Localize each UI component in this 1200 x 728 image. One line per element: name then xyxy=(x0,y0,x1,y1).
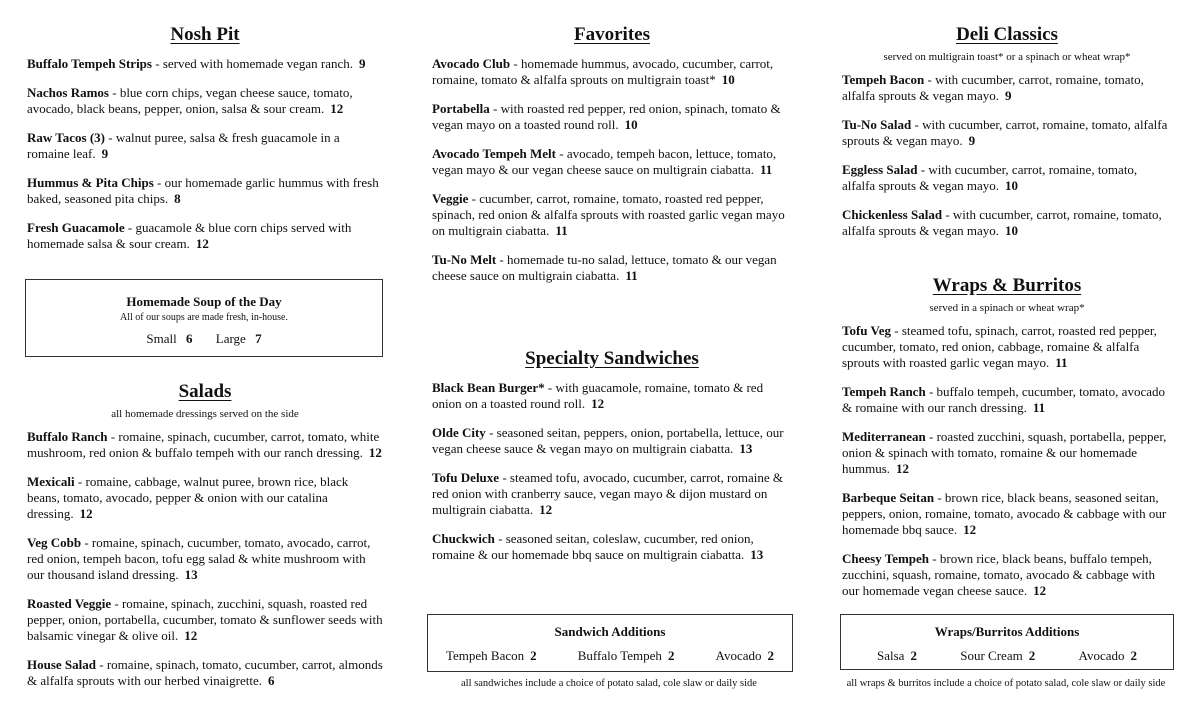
item-name: Veggie xyxy=(432,191,469,206)
item-description: - our homemade garlic hummus with fresh baked, seasoned pita chips. xyxy=(27,175,379,206)
item-price: 11 xyxy=(760,162,773,177)
addition-name: Tempeh Bacon xyxy=(446,648,525,663)
menu-item xyxy=(27,85,383,117)
column-middle xyxy=(432,22,792,284)
specialty-list xyxy=(432,380,792,563)
item-price: 6 xyxy=(268,673,275,688)
item-price: 12 xyxy=(79,506,93,521)
soup-small-price: 6 xyxy=(186,331,193,346)
menu-item xyxy=(27,535,383,583)
item-description: - avocado, tempeh bacon, lettuce, tomato, vegan mayo & our vegan cheese sauce on multigrain ciabatta. xyxy=(432,146,777,177)
item-name: Fresh Guacamole xyxy=(27,220,125,235)
item-price: 12 xyxy=(896,461,910,476)
item-description: - with cucumber, carrot, romaine, tomato, alfalfa sprouts & vegan mayo. xyxy=(842,117,1168,148)
menu-item xyxy=(842,490,1172,538)
item-price: 9 xyxy=(101,146,109,161)
addition-price: 2 xyxy=(530,648,537,663)
item-price: 9 xyxy=(968,133,976,148)
item-description: - romaine, spinach, cucumber, tomato, avocado, carrot, red onion, tempeh bacon, tofu egg salad & white mushroom with our thousand island dressing. xyxy=(27,535,371,582)
addition-item xyxy=(877,648,917,664)
item-description: - seasoned seitan, peppers, onion, portabella, lettuce, our vegan cheese sauce & vegan mayo on multigrain ciabatta. xyxy=(432,425,784,456)
addition-name: Sour Cream xyxy=(960,648,1023,663)
menu-item xyxy=(27,657,383,689)
nosh-pit-list xyxy=(27,56,383,252)
item-price: 12 xyxy=(591,396,605,411)
item-price: 12 xyxy=(330,101,344,116)
item-name: Tempeh Bacon xyxy=(842,72,925,87)
section-title-wraps: Wraps & Burritos xyxy=(932,275,1082,296)
addition-item xyxy=(446,648,537,664)
specialty-section xyxy=(432,346,792,563)
item-description: - with guacamole, romaine, tomato & red onion on a toasted round roll. xyxy=(432,380,764,411)
item-name: Black Bean Burger* xyxy=(432,380,545,395)
item-price: 13 xyxy=(184,567,198,582)
addition-name: Salsa xyxy=(877,648,905,663)
item-description: - guacamole & blue corn chips served with homemade salsa & sour cream. xyxy=(27,220,352,251)
section-title-favorites: Favorites xyxy=(574,24,650,45)
addition-name: Avocado xyxy=(715,648,762,663)
item-price: 12 xyxy=(368,445,382,460)
item-name: House Salad xyxy=(27,657,96,672)
salads-list xyxy=(27,429,383,689)
addition-item xyxy=(716,648,774,664)
item-description: - steamed tofu, avocado, cucumber, carrot, romaine & red onion with cranberry sauce, vegan mayo & dijon mustard on multigrain ciabatta. xyxy=(432,470,783,517)
item-name: Buffalo Ranch xyxy=(27,429,108,444)
item-name: Nachos Ramos xyxy=(27,85,109,100)
menu-item xyxy=(432,252,792,284)
addition-price: 2 xyxy=(767,648,774,663)
item-price: 10 xyxy=(1005,223,1019,238)
item-description: - homemade tu-no salad, lettuce, tomato & our vegan cheese sauce on multigrain ciabatta. xyxy=(432,252,777,283)
item-description: - with cucumber, carrot, romaine, tomato, alfalfa sprouts & vegan mayo. xyxy=(842,162,1138,193)
sandwich-additions-box xyxy=(427,614,793,672)
item-price: 13 xyxy=(739,441,753,456)
item-description: - roasted zucchini, squash, portabella, pepper, onion & spinach with tomato, romaine & our homemade hummus. xyxy=(842,429,1167,476)
menu-item xyxy=(842,207,1172,239)
item-name: Barbeque Seitan xyxy=(842,490,935,505)
item-price: 8 xyxy=(174,191,181,206)
deli-subtitle: served on multigrain toast* or a spinach or wheat wrap* xyxy=(883,51,1131,63)
wraps-list xyxy=(842,323,1172,599)
item-price: 12 xyxy=(1033,583,1047,598)
menu-item xyxy=(27,130,383,162)
soup-small-label: Small xyxy=(146,331,177,346)
wraps-section xyxy=(842,273,1172,599)
menu-item xyxy=(27,596,383,644)
item-name: Avocado Tempeh Melt xyxy=(432,146,556,161)
menu-item xyxy=(842,117,1172,149)
item-description: - with cucumber, carrot, romaine, tomato, alfalfa sprouts & vegan mayo. xyxy=(842,72,1144,103)
item-price: 11 xyxy=(1032,400,1046,415)
addition-price: 2 xyxy=(1130,648,1137,663)
wrap-additions-row xyxy=(841,648,1173,664)
sandwich-note: all sandwiches include a choice of potato salad, cole slaw or daily side xyxy=(461,678,757,689)
item-name: Cheesy Tempeh xyxy=(842,551,930,566)
item-price: 12 xyxy=(195,236,209,251)
addition-price: 2 xyxy=(1028,648,1036,663)
menu-item xyxy=(432,146,792,178)
wrap-additions-title: Wraps/Burritos Additions xyxy=(934,624,1080,639)
wrap-additions-box xyxy=(840,614,1174,670)
favorites-list xyxy=(432,56,792,284)
item-name: Eggless Salad xyxy=(842,162,918,177)
item-price: 10 xyxy=(624,117,638,132)
item-name: Roasted Veggie xyxy=(27,596,112,611)
item-name: Chickenless Salad xyxy=(842,207,943,222)
sandwich-additions-row xyxy=(428,648,792,664)
item-name: Raw Tacos (3) xyxy=(27,130,106,145)
item-name: Buffalo Tempeh Strips xyxy=(27,56,152,71)
item-price: 12 xyxy=(184,628,198,643)
menu-item xyxy=(432,191,792,239)
column-left xyxy=(27,22,383,252)
item-price: 12 xyxy=(963,522,977,537)
item-name: Tempeh Ranch xyxy=(842,384,926,399)
menu-item xyxy=(842,429,1172,477)
menu-item xyxy=(432,470,792,518)
item-description: - brown rice, black beans, buffalo tempeh, zucchini, squash, romaine, tomato, avocado & cabbage with our homemade vegan cheese sauce. xyxy=(842,551,1155,598)
item-description: - steamed tofu, spinach, carrot, roasted red pepper, cucumber, tomato, red onion, cabbage, romaine & alfalfa sprouts with roasted garlic vegan mayo. xyxy=(842,323,1157,370)
addition-name: Avocado xyxy=(1078,648,1125,663)
menu-item xyxy=(432,380,792,412)
item-name: Tu-No Melt xyxy=(432,252,497,267)
item-price: 11 xyxy=(625,268,638,283)
item-description: - walnut puree, salsa & fresh guacamole in a romaine leaf. xyxy=(27,130,340,161)
sandwich-additions-title: Sandwich Additions xyxy=(554,624,666,639)
section-title-deli: Deli Classics xyxy=(956,24,1058,45)
soup-title: Homemade Soup of the Day xyxy=(126,294,282,309)
addition-name: Buffalo Tempeh xyxy=(577,648,662,663)
section-title-nosh-pit: Nosh Pit xyxy=(170,24,240,45)
item-name: Mexicali xyxy=(27,474,75,489)
section-title-specialty: Specialty Sandwiches xyxy=(525,348,699,369)
item-price: 11 xyxy=(555,223,568,238)
item-name: Tofu Deluxe xyxy=(432,470,500,485)
item-price: 9 xyxy=(1005,88,1012,103)
item-price: 10 xyxy=(721,72,735,87)
item-description: - romaine, cabbage, walnut puree, brown rice, black beans, tomato, avocado, pepper & onion with our catalina dressing. xyxy=(27,474,349,521)
item-description: - romaine, spinach, tomato, cucumber, carrot, almonds & alfalfa sprouts with our herbed vinaigrette. xyxy=(27,657,383,688)
item-description: - brown rice, black beans, seasoned seitan, peppers, onion, romaine, tomato, avocado & cabbage with our homemade bbq sauce. xyxy=(842,490,1167,537)
item-name: Hummus & Pita Chips xyxy=(27,175,154,190)
addition-item xyxy=(1079,648,1137,664)
menu-item xyxy=(27,474,383,522)
item-name: Olde City xyxy=(432,425,486,440)
wrap-note: all wraps & burritos include a choice of potato salad, cole slaw or daily side xyxy=(846,678,1166,689)
menu-item xyxy=(432,101,792,133)
item-price: 12 xyxy=(539,502,553,517)
deli-list xyxy=(842,72,1172,239)
item-description: - buffalo tempeh, cucumber, tomato, avocado & romaine with our ranch dressing. xyxy=(842,384,1165,415)
menu-item xyxy=(432,425,792,457)
soup-large-price: 7 xyxy=(255,331,262,346)
item-description: - seasoned seitan, coleslaw, cucumber, red onion, romaine & our homemade bbq sauce on multigrain ciabatta. xyxy=(432,531,754,562)
menu-item xyxy=(842,162,1172,194)
addition-price: 2 xyxy=(910,648,917,663)
menu-item xyxy=(432,56,792,88)
item-name: Veg Cobb xyxy=(27,535,82,550)
soup-box xyxy=(25,279,383,357)
item-description: - with roasted red pepper, red onion, spinach, tomato & vegan mayo on a toasted round roll. xyxy=(432,101,781,132)
wraps-subtitle: served in a spinach or wheat wrap* xyxy=(929,302,1085,314)
item-name: Mediterranean xyxy=(842,429,926,444)
menu-item xyxy=(432,531,792,563)
item-price: 11 xyxy=(1055,355,1068,370)
menu-item xyxy=(842,384,1172,416)
addition-price: 2 xyxy=(667,648,675,663)
addition-item xyxy=(960,648,1035,664)
salads-section xyxy=(27,379,383,689)
soup-subtitle: All of our soups are made fresh, in-house. xyxy=(119,312,288,323)
item-description: - cucumber, carrot, romaine, tomato, roasted red pepper, spinach, red onion & alfalfa sprouts with roasted garlic vegan mayo on multigrain ciabatta. xyxy=(432,191,785,238)
menu-item xyxy=(27,429,383,461)
soup-large-label: Large xyxy=(215,331,246,346)
item-description: - served with homemade vegan ranch. xyxy=(151,56,354,71)
item-description: - romaine, spinach, zucchini, squash, roasted red pepper, onion, portabella, cucumber, tomato & sunflower seeds with balsamic vinegar & olive oil. xyxy=(27,596,383,643)
menu-item xyxy=(842,72,1172,104)
item-price: 9 xyxy=(359,56,366,71)
item-description: - blue corn chips, vegan cheese sauce, tomato, avocado, black beans, pepper, onion, salsa & sour cream. xyxy=(27,85,353,116)
item-name: Tu-No Salad xyxy=(842,117,912,132)
item-price: 10 xyxy=(1005,178,1019,193)
item-description: - romaine, spinach, cucumber, carrot, tomato, white mushroom, red onion & buffalo tempeh with our ranch dressing. xyxy=(27,429,380,460)
addition-item xyxy=(578,648,675,664)
item-price: 13 xyxy=(750,547,764,562)
item-name: Chuckwich xyxy=(432,531,495,546)
menu-item xyxy=(27,220,383,252)
item-name: Portabella xyxy=(432,101,490,116)
salads-subtitle: all homemade dressings served on the side xyxy=(111,408,299,420)
soup-sizes xyxy=(26,331,382,347)
section-title-salads: Salads xyxy=(178,381,232,402)
menu-item xyxy=(842,551,1172,599)
item-name: Tofu Veg xyxy=(842,323,892,338)
item-description: - with cucumber, carrot, romaine, tomato, alfalfa sprouts & vegan mayo. xyxy=(842,207,1162,238)
menu-item xyxy=(27,175,383,207)
menu-item xyxy=(842,323,1172,371)
item-name: Avocado Club xyxy=(432,56,511,71)
item-description: - homemade hummus, avocado, cucumber, carrot, romaine, tomato & alfalfa sprouts on multigrain toast* xyxy=(432,56,774,87)
menu-item xyxy=(27,56,383,72)
column-right xyxy=(842,22,1172,239)
